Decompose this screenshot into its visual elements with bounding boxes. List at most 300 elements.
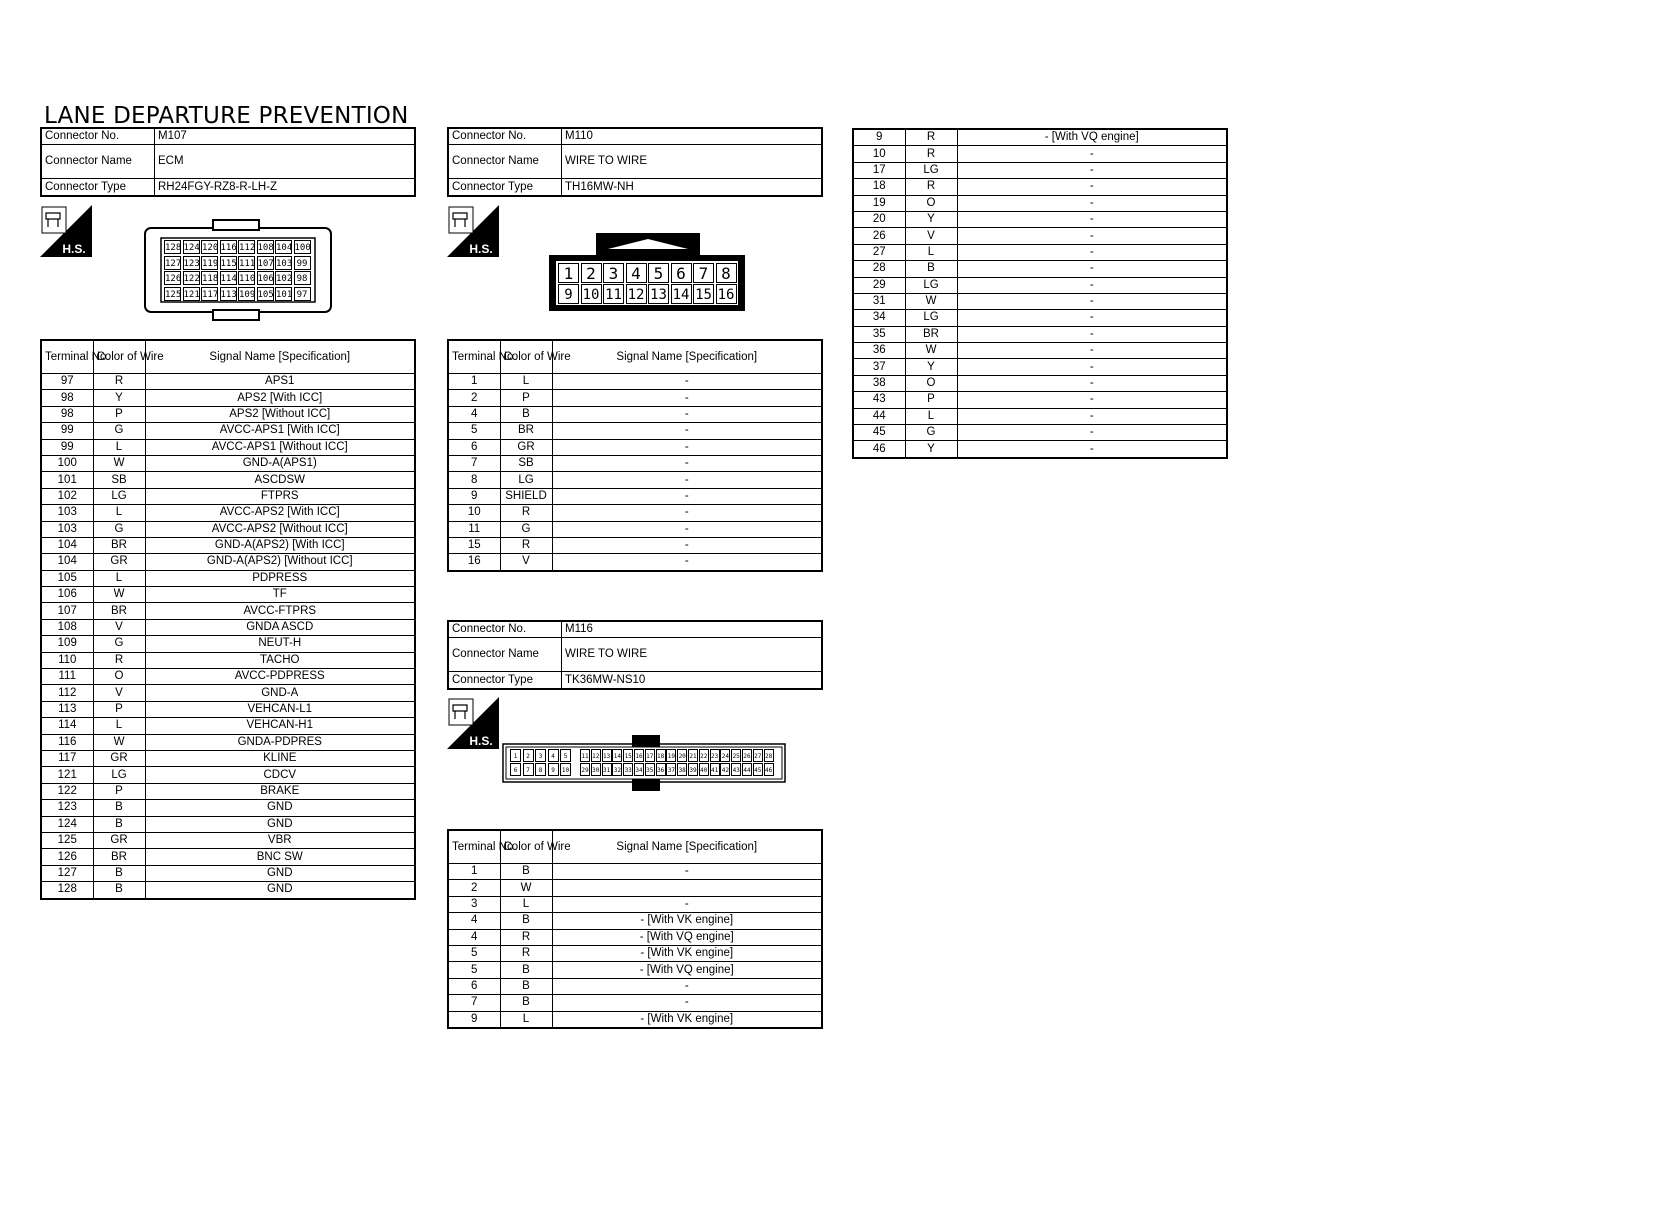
table-row bbox=[448, 537, 822, 553]
wire-color-cell: L bbox=[93, 439, 145, 455]
table-row bbox=[853, 425, 1227, 441]
signal-name-cell: VEHCAN-L1 bbox=[145, 701, 415, 717]
signal-name-cell: PDPRESS bbox=[145, 570, 415, 586]
terminal-no-cell: 2 bbox=[448, 880, 500, 896]
connector-pin: 10 bbox=[581, 284, 602, 304]
table-row bbox=[448, 896, 822, 912]
terminal-no-cell: 97 bbox=[41, 374, 93, 390]
connector-pin: 5 bbox=[560, 749, 571, 762]
page-title: LANE DEPARTURE PREVENTION bbox=[44, 103, 409, 129]
terminal-no-cell: 15 bbox=[448, 537, 500, 553]
table-row bbox=[41, 455, 415, 471]
signal-name-cell: - bbox=[957, 343, 1227, 359]
connector-name-value: WIRE TO WIRE bbox=[562, 638, 823, 672]
wire-color-cell: Y bbox=[93, 390, 145, 406]
signal-name-cell: AVCC-PDPRESS bbox=[145, 669, 415, 685]
signal-name-cell: GNDA-PDPRES bbox=[145, 734, 415, 750]
connector-info-m110 bbox=[447, 127, 823, 197]
terminal-no-cell: 102 bbox=[41, 488, 93, 504]
col-terminal-no: Terminal No. bbox=[448, 830, 500, 864]
table-row bbox=[853, 179, 1227, 195]
terminal-no-cell: 10 bbox=[448, 505, 500, 521]
terminal-no-cell: 6 bbox=[448, 439, 500, 455]
connector-no-value: M116 bbox=[562, 621, 823, 638]
table-row bbox=[853, 441, 1227, 458]
label-connector-no: Connector No. bbox=[41, 128, 155, 145]
label-connector-name: Connector Name bbox=[41, 145, 155, 179]
signal-name-cell: GND-A bbox=[145, 685, 415, 701]
table-row bbox=[41, 390, 415, 406]
connector-pin: 28 bbox=[764, 749, 774, 762]
wire-color-cell: LG bbox=[905, 277, 957, 293]
hs-harness-icon bbox=[447, 697, 499, 749]
connector-pin: 37 bbox=[666, 763, 676, 776]
table-row bbox=[853, 326, 1227, 342]
connector-pin: 100 bbox=[294, 240, 311, 254]
connector-pin: 112 bbox=[238, 240, 255, 254]
signal-name-cell: - bbox=[957, 359, 1227, 375]
table-row bbox=[853, 310, 1227, 326]
wire-color-cell: P bbox=[905, 392, 957, 408]
signal-name-cell: - bbox=[957, 408, 1227, 424]
connector-pin: 16 bbox=[634, 749, 644, 762]
connector-pin: 9 bbox=[558, 284, 579, 304]
col-color-of-wire: Color of Wire bbox=[93, 340, 145, 374]
table-row bbox=[41, 669, 415, 685]
wire-color-cell: B bbox=[93, 816, 145, 832]
connector-pin: 109 bbox=[238, 287, 255, 301]
wire-color-cell: O bbox=[905, 375, 957, 391]
connector-pin: 110 bbox=[238, 271, 255, 285]
label-connector-no: Connector No. bbox=[448, 128, 562, 145]
connector-pin: 3 bbox=[535, 749, 546, 762]
wire-color-cell: LG bbox=[905, 162, 957, 178]
table-row bbox=[448, 995, 822, 1011]
connector-pin: 8 bbox=[535, 763, 546, 776]
connector-pin: 121 bbox=[183, 287, 200, 301]
connector-pin: 20 bbox=[677, 749, 687, 762]
table-row bbox=[41, 619, 415, 635]
connector-pin: 15 bbox=[693, 284, 714, 304]
signal-name-cell: - [With VK engine] bbox=[552, 945, 822, 961]
signal-name-cell: - bbox=[957, 375, 1227, 391]
wire-color-cell: L bbox=[905, 408, 957, 424]
connector-pin: 39 bbox=[688, 763, 698, 776]
table-row bbox=[853, 293, 1227, 309]
table-row bbox=[41, 718, 415, 734]
signal-name-cell: TF bbox=[145, 587, 415, 603]
wire-color-cell: P bbox=[93, 406, 145, 422]
connector-pin: 3 bbox=[603, 263, 624, 283]
terminal-no-cell: 106 bbox=[41, 587, 93, 603]
terminal-rows-m116 bbox=[448, 864, 822, 1028]
signal-name-cell: - bbox=[957, 261, 1227, 277]
terminal-no-cell: 103 bbox=[41, 521, 93, 537]
connector-pin: 33 bbox=[623, 763, 633, 776]
wire-color-cell: L bbox=[500, 1011, 552, 1028]
signal-name-cell: - bbox=[552, 864, 822, 880]
table-row bbox=[448, 374, 822, 390]
terminal-no-cell: 35 bbox=[853, 326, 905, 342]
terminal-no-cell: 122 bbox=[41, 783, 93, 799]
signal-name-cell: - bbox=[552, 439, 822, 455]
connector-pin: 46 bbox=[764, 763, 774, 776]
wire-color-cell: V bbox=[905, 228, 957, 244]
wire-color-cell: V bbox=[93, 619, 145, 635]
table-row bbox=[41, 521, 415, 537]
label-connector-name: Connector Name bbox=[448, 638, 562, 672]
wire-color-cell: G bbox=[905, 425, 957, 441]
signal-name-cell: - bbox=[957, 293, 1227, 309]
connector-pin: 128 bbox=[164, 240, 181, 254]
terminal-no-cell: 8 bbox=[448, 472, 500, 488]
wire-color-cell: L bbox=[905, 244, 957, 260]
table-row bbox=[41, 406, 415, 422]
wire-color-cell: B bbox=[93, 882, 145, 899]
connector-face-m116 bbox=[502, 734, 786, 792]
wire-color-cell: B bbox=[500, 406, 552, 422]
label-connector-no: Connector No. bbox=[448, 621, 562, 638]
connector-pin: 4 bbox=[626, 263, 647, 283]
wire-color-cell: B bbox=[905, 261, 957, 277]
signal-name-cell: - bbox=[957, 146, 1227, 162]
signal-name-cell: TACHO bbox=[145, 652, 415, 668]
signal-name-cell: - bbox=[552, 374, 822, 390]
connector-no-value: M107 bbox=[155, 128, 416, 145]
wire-color-cell: R bbox=[93, 652, 145, 668]
connector-type-value: TK36MW-NS10 bbox=[562, 672, 823, 689]
terminal-no-cell: 105 bbox=[41, 570, 93, 586]
wire-color-cell: R bbox=[93, 374, 145, 390]
connector-pin: 97 bbox=[294, 287, 311, 301]
connector-face-m107 bbox=[143, 218, 333, 322]
table-row bbox=[448, 521, 822, 537]
terminal-no-cell: 98 bbox=[41, 390, 93, 406]
table-row bbox=[41, 849, 415, 865]
wire-color-cell: SB bbox=[93, 472, 145, 488]
signal-name-cell: APS1 bbox=[145, 374, 415, 390]
signal-name-cell: - bbox=[552, 472, 822, 488]
connector-pin: 31 bbox=[602, 763, 612, 776]
connector-pin: 108 bbox=[257, 240, 274, 254]
table-row bbox=[41, 472, 415, 488]
connector-pin: 5 bbox=[648, 263, 669, 283]
connector-pin: 11 bbox=[580, 749, 590, 762]
connector-pin: 127 bbox=[164, 256, 181, 270]
wire-color-cell: BR bbox=[500, 423, 552, 439]
terminal-no-cell: 34 bbox=[853, 310, 905, 326]
terminal-rows-m107 bbox=[41, 374, 415, 899]
connector-pin: 17 bbox=[645, 749, 655, 762]
terminal-no-cell: 9 bbox=[853, 129, 905, 146]
connector-pin: 106 bbox=[257, 271, 274, 285]
wire-color-cell: G bbox=[500, 521, 552, 537]
signal-name-cell: - bbox=[957, 392, 1227, 408]
terminal-no-cell: 116 bbox=[41, 734, 93, 750]
connector-pin: 26 bbox=[742, 749, 752, 762]
table-row bbox=[41, 423, 415, 439]
signal-name-cell: AVCC-APS2 [Without ICC] bbox=[145, 521, 415, 537]
wire-color-cell: R bbox=[500, 929, 552, 945]
table-row bbox=[853, 211, 1227, 227]
connector-pin: 15 bbox=[623, 749, 633, 762]
wire-color-cell: L bbox=[500, 374, 552, 390]
table-row bbox=[448, 455, 822, 471]
connector-pin: 14 bbox=[612, 749, 622, 762]
terminal-no-cell: 27 bbox=[853, 244, 905, 260]
signal-name-cell: - bbox=[552, 978, 822, 994]
connector-type-value: TH16MW-NH bbox=[562, 179, 823, 196]
wire-color-cell: R bbox=[905, 146, 957, 162]
terminal-no-cell: 19 bbox=[853, 195, 905, 211]
signal-name-cell: GND bbox=[145, 865, 415, 881]
terminal-no-cell: 127 bbox=[41, 865, 93, 881]
connector-pin: 16 bbox=[716, 284, 737, 304]
signal-name-cell: - bbox=[957, 277, 1227, 293]
table-row bbox=[853, 261, 1227, 277]
label-connector-name: Connector Name bbox=[448, 145, 562, 179]
wire-color-cell: BR bbox=[93, 849, 145, 865]
terminal-no-cell: 124 bbox=[41, 816, 93, 832]
signal-name-cell: GNDA ASCD bbox=[145, 619, 415, 635]
wire-color-cell: LG bbox=[93, 767, 145, 783]
wire-color-cell: W bbox=[500, 880, 552, 896]
terminal-no-cell: 28 bbox=[853, 261, 905, 277]
wire-color-cell: W bbox=[93, 587, 145, 603]
table-row bbox=[853, 343, 1227, 359]
terminal-no-cell: 99 bbox=[41, 439, 93, 455]
table-row bbox=[41, 374, 415, 390]
terminal-no-cell: 100 bbox=[41, 455, 93, 471]
wire-color-cell: W bbox=[93, 734, 145, 750]
terminal-no-cell: 125 bbox=[41, 832, 93, 848]
connector-info-m116 bbox=[447, 620, 823, 690]
table-row bbox=[853, 375, 1227, 391]
table-row bbox=[448, 864, 822, 880]
wire-color-cell: BR bbox=[93, 537, 145, 553]
col-signal-name: Signal Name [Specification] bbox=[552, 830, 822, 864]
terminal-no-cell: 110 bbox=[41, 652, 93, 668]
col-terminal-no: Terminal No. bbox=[448, 340, 500, 374]
connector-pin: 13 bbox=[648, 284, 669, 304]
connector-pin: 40 bbox=[699, 763, 709, 776]
table-row bbox=[41, 865, 415, 881]
connector-pin: 118 bbox=[201, 271, 218, 285]
signal-name-cell: AVCC-FTPRS bbox=[145, 603, 415, 619]
connector-info-m107 bbox=[40, 127, 416, 197]
hs-label: H.S. bbox=[469, 734, 493, 748]
terminal-no-cell: 4 bbox=[448, 913, 500, 929]
signal-name-cell: - bbox=[957, 326, 1227, 342]
terminal-no-cell: 5 bbox=[448, 423, 500, 439]
wire-color-cell: V bbox=[500, 554, 552, 571]
table-row bbox=[41, 603, 415, 619]
table-row bbox=[448, 406, 822, 422]
table-row bbox=[41, 439, 415, 455]
connector-pin: 123 bbox=[183, 256, 200, 270]
wire-color-cell: R bbox=[500, 505, 552, 521]
table-row bbox=[448, 913, 822, 929]
table-row bbox=[41, 505, 415, 521]
terminal-no-cell: 98 bbox=[41, 406, 93, 422]
table-row bbox=[448, 439, 822, 455]
signal-name-cell: - bbox=[957, 195, 1227, 211]
wire-color-cell: W bbox=[905, 293, 957, 309]
wire-color-cell: BR bbox=[905, 326, 957, 342]
terminal-no-cell: 31 bbox=[853, 293, 905, 309]
signal-name-cell: - bbox=[552, 505, 822, 521]
signal-name-cell: GND bbox=[145, 882, 415, 899]
terminal-no-cell: 101 bbox=[41, 472, 93, 488]
connector-pin: 126 bbox=[164, 271, 181, 285]
wire-color-cell: LG bbox=[905, 310, 957, 326]
label-connector-type: Connector Type bbox=[448, 672, 562, 689]
connector-pin: 34 bbox=[634, 763, 644, 776]
terminal-no-cell: 108 bbox=[41, 619, 93, 635]
connector-pin: 29 bbox=[580, 763, 590, 776]
table-row bbox=[41, 832, 415, 848]
terminal-no-cell: 1 bbox=[448, 374, 500, 390]
wire-color-cell: P bbox=[93, 701, 145, 717]
connector-pin: 116 bbox=[220, 240, 237, 254]
connector-type-value: RH24FGY-RZ8-R-LH-Z bbox=[155, 179, 416, 196]
terminal-rows-m110 bbox=[448, 374, 822, 571]
wire-color-cell: Y bbox=[905, 359, 957, 375]
signal-name-cell: AVCC-APS1 [With ICC] bbox=[145, 423, 415, 439]
wire-color-cell: R bbox=[905, 179, 957, 195]
signal-name-cell: NEUT-H bbox=[145, 636, 415, 652]
table-row bbox=[853, 392, 1227, 408]
connector-pin: 4 bbox=[548, 749, 559, 762]
signal-name-cell: - bbox=[957, 162, 1227, 178]
connector-pin: 8 bbox=[716, 263, 737, 283]
terminal-table-m107 bbox=[40, 339, 416, 900]
table-row bbox=[448, 505, 822, 521]
connector-pin: 119 bbox=[201, 256, 218, 270]
wire-color-cell: Y bbox=[905, 441, 957, 458]
table-row bbox=[853, 129, 1227, 146]
wire-color-cell: GR bbox=[93, 750, 145, 766]
table-row bbox=[853, 359, 1227, 375]
connector-pin: 6 bbox=[671, 263, 692, 283]
connector-pin: 35 bbox=[645, 763, 655, 776]
signal-name-cell: - bbox=[957, 425, 1227, 441]
table-row bbox=[41, 537, 415, 553]
table-row bbox=[41, 636, 415, 652]
wire-color-cell: B bbox=[93, 865, 145, 881]
table-row bbox=[41, 816, 415, 832]
table-row bbox=[41, 570, 415, 586]
terminal-no-cell: 45 bbox=[853, 425, 905, 441]
signal-name-cell: KLINE bbox=[145, 750, 415, 766]
signal-name-cell: - bbox=[552, 423, 822, 439]
signal-name-cell: - bbox=[552, 995, 822, 1011]
terminal-no-cell: 11 bbox=[448, 521, 500, 537]
table-row bbox=[41, 882, 415, 899]
connector-pin: 42 bbox=[720, 763, 730, 776]
signal-name-cell: AVCC-APS2 [With ICC] bbox=[145, 505, 415, 521]
label-connector-type: Connector Type bbox=[41, 179, 155, 196]
connector-pin: 19 bbox=[666, 749, 676, 762]
connector-pin: 18 bbox=[656, 749, 666, 762]
wire-color-cell: GR bbox=[500, 439, 552, 455]
connector-pin: 120 bbox=[201, 240, 218, 254]
connector-pin: 7 bbox=[693, 263, 714, 283]
signal-name-cell: - bbox=[957, 211, 1227, 227]
terminal-no-cell: 126 bbox=[41, 849, 93, 865]
terminal-table-m116 bbox=[447, 829, 823, 1029]
connector-pin: 105 bbox=[257, 287, 274, 301]
col-signal-name: Signal Name [Specification] bbox=[552, 340, 822, 374]
terminal-table-m110 bbox=[447, 339, 823, 572]
connector-pin: 44 bbox=[742, 763, 752, 776]
terminal-no-cell: 37 bbox=[853, 359, 905, 375]
terminal-no-cell: 109 bbox=[41, 636, 93, 652]
terminal-no-cell: 113 bbox=[41, 701, 93, 717]
signal-name-cell: - bbox=[957, 244, 1227, 260]
table-row bbox=[853, 408, 1227, 424]
terminal-no-cell: 111 bbox=[41, 669, 93, 685]
terminal-no-cell: 26 bbox=[853, 228, 905, 244]
terminal-no-cell: 114 bbox=[41, 718, 93, 734]
terminal-no-cell: 4 bbox=[448, 929, 500, 945]
connector-pin: 13 bbox=[602, 749, 612, 762]
signal-name-cell: - bbox=[552, 406, 822, 422]
connector-pin: 14 bbox=[671, 284, 692, 304]
col-color-of-wire: Color of Wire bbox=[500, 340, 552, 374]
wire-color-cell: L bbox=[93, 718, 145, 734]
wire-color-cell: W bbox=[93, 455, 145, 471]
col-color-of-wire: Color of Wire bbox=[500, 830, 552, 864]
signal-name-cell: CDCV bbox=[145, 767, 415, 783]
terminal-no-cell: 38 bbox=[853, 375, 905, 391]
terminal-no-cell: 7 bbox=[448, 995, 500, 1011]
connector-pin: 104 bbox=[275, 240, 292, 254]
terminal-table-m116-continued bbox=[852, 128, 1228, 459]
signal-name-cell: - bbox=[552, 390, 822, 406]
table-row bbox=[41, 767, 415, 783]
table-row bbox=[448, 945, 822, 961]
terminal-no-cell: 5 bbox=[448, 945, 500, 961]
connector-pin: 101 bbox=[275, 287, 292, 301]
terminal-no-cell: 103 bbox=[41, 505, 93, 521]
terminal-no-cell: 104 bbox=[41, 537, 93, 553]
table-row bbox=[853, 195, 1227, 211]
wire-color-cell: SB bbox=[500, 455, 552, 471]
signal-name-cell: BRAKE bbox=[145, 783, 415, 799]
table-row bbox=[853, 228, 1227, 244]
connector-pin: 113 bbox=[220, 287, 237, 301]
wire-color-cell: LG bbox=[93, 488, 145, 504]
connector-pin: 2 bbox=[523, 749, 534, 762]
connector-pin: 107 bbox=[257, 256, 274, 270]
terminal-no-cell: 5 bbox=[448, 962, 500, 978]
connector-name-value: ECM bbox=[155, 145, 416, 179]
terminal-no-cell: 3 bbox=[448, 896, 500, 912]
signal-name-cell: GND-A(APS2) [Without ICC] bbox=[145, 554, 415, 570]
signal-name-cell: - bbox=[552, 521, 822, 537]
connector-pin: 9 bbox=[548, 763, 559, 776]
table-row bbox=[41, 587, 415, 603]
table-row bbox=[448, 1011, 822, 1028]
signal-name-cell: AVCC-APS1 [Without ICC] bbox=[145, 439, 415, 455]
wire-color-cell: B bbox=[500, 978, 552, 994]
signal-name-cell: GND bbox=[145, 816, 415, 832]
wire-color-cell: G bbox=[93, 423, 145, 439]
table-row bbox=[41, 800, 415, 816]
signal-name-cell bbox=[552, 880, 822, 896]
wire-color-cell: GR bbox=[93, 832, 145, 848]
